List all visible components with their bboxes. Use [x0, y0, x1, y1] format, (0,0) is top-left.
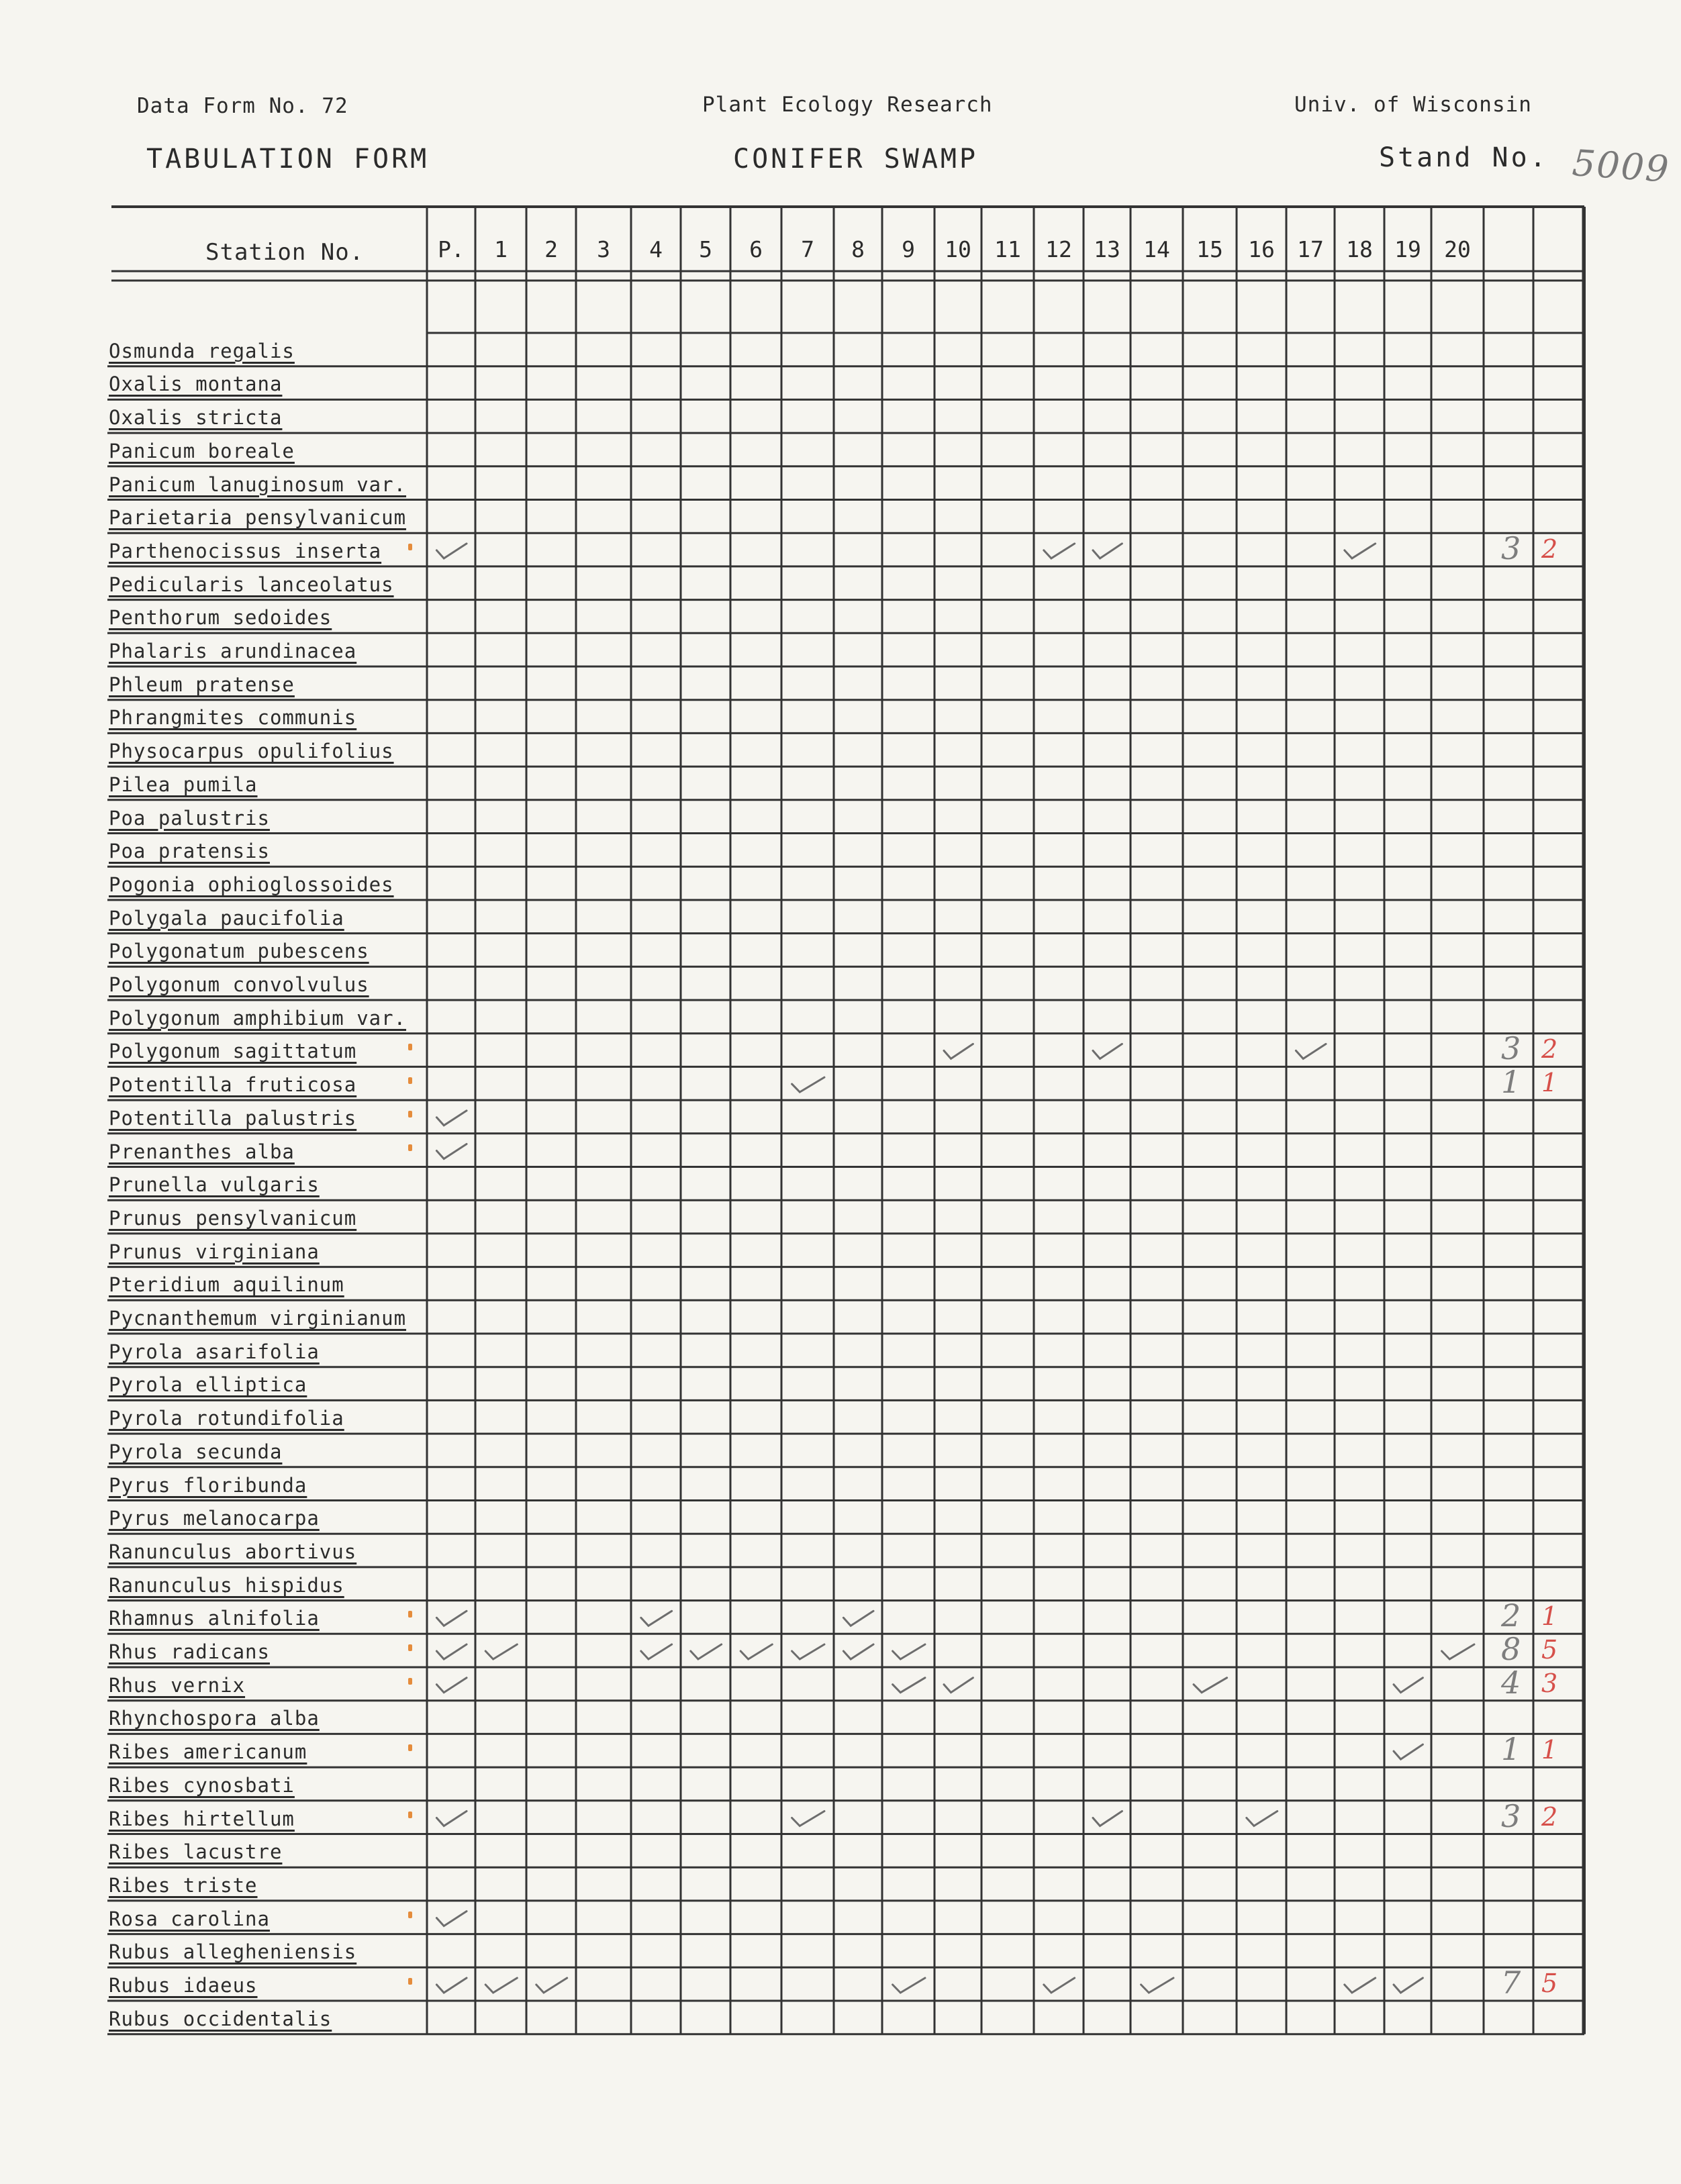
- check-mark: [1247, 1811, 1278, 1826]
- species-name: Osmunda regalis: [109, 339, 295, 362]
- station-column-header: 8: [851, 236, 865, 262]
- station-column-header: 17: [1297, 236, 1324, 262]
- check-mark: [1394, 1744, 1423, 1759]
- check-mark: [436, 1111, 467, 1126]
- species-name: Prunus pensylvanicum: [109, 1206, 357, 1230]
- check-mark: [1044, 1978, 1075, 1993]
- check-mark: [1093, 1044, 1122, 1058]
- species-name: Pogonia ophioglossoides: [109, 873, 394, 896]
- check-mark: [436, 1978, 467, 1993]
- station-column-header: 12: [1045, 236, 1072, 262]
- frequency-count: 2: [1501, 1597, 1521, 1634]
- presence-marker: [408, 1044, 412, 1050]
- check-mark: [641, 1611, 672, 1626]
- stand-number-label: Stand No.: [1379, 142, 1549, 173]
- species-name: Parietaria pensylvanicum: [109, 506, 407, 530]
- frequency-count: 1: [1501, 1064, 1521, 1101]
- species-name: Rubus occidentalis: [109, 2007, 332, 2030]
- species-name: Ribes cynosbati: [109, 1773, 295, 1797]
- species-name: Rhus radicans: [109, 1640, 270, 1663]
- check-mark: [1194, 1678, 1227, 1693]
- check-mark: [691, 1644, 722, 1659]
- frequency-class: 3: [1541, 1668, 1558, 1698]
- species-name: Pyrus floribunda: [109, 1473, 307, 1497]
- check-mark: [944, 1044, 973, 1058]
- presence-marker: [408, 1611, 412, 1618]
- frequency-class: 1: [1541, 1735, 1558, 1765]
- species-name: Ribes americanum: [109, 1740, 307, 1764]
- species-name: Polygonum convolvulus: [109, 973, 369, 996]
- species-name: Pyrola rotundifolia: [109, 1407, 344, 1430]
- check-mark: [740, 1644, 772, 1659]
- species-name: Ribes lacustre: [109, 1840, 283, 1864]
- presence-marker: [408, 1678, 412, 1685]
- check-mark: [792, 1811, 824, 1826]
- presence-marker: [408, 1644, 412, 1651]
- species-name: Polygonatum pubescens: [109, 940, 369, 963]
- species-name: Poa pratensis: [109, 840, 270, 863]
- species-name: Pyrus melanocarpa: [109, 1507, 320, 1530]
- species-name: Rhus vernix: [109, 1673, 246, 1697]
- form-number: Data Form No. 72: [137, 94, 348, 118]
- station-column-header: 9: [902, 236, 915, 262]
- check-mark: [485, 1644, 517, 1659]
- species-name: Prunus virginiana: [109, 1240, 320, 1263]
- frequency-count: 8: [1501, 1631, 1521, 1667]
- frequency-class: 1: [1541, 1068, 1558, 1098]
- check-mark: [436, 1644, 467, 1659]
- check-mark: [436, 1811, 467, 1826]
- station-column-header: 20: [1444, 236, 1471, 262]
- frequency-class: 1: [1541, 1601, 1558, 1632]
- species-name: Oxalis montana: [109, 373, 283, 396]
- stand-number-value: 5009: [1570, 142, 1672, 191]
- frequency-count: 7: [1501, 1965, 1521, 2001]
- species-name: Rhamnus alnifolia: [109, 1607, 320, 1630]
- check-mark: [843, 1611, 873, 1626]
- check-mark: [893, 1678, 925, 1693]
- check-mark: [1093, 544, 1122, 558]
- species-name: Rhynchospora alba: [109, 1707, 320, 1730]
- community-title: CONIFER SWAMP: [733, 144, 979, 175]
- species-name: Ribes hirtellum: [109, 1807, 295, 1830]
- station-column-header: 18: [1346, 236, 1373, 262]
- frequency-count: 4: [1501, 1664, 1521, 1701]
- species-name: Rubus allegheniensis: [109, 1940, 357, 1964]
- organization: Plant Ecology Research: [702, 93, 993, 117]
- species-name: Prunella vulgaris: [109, 1173, 320, 1197]
- station-column-header: P.: [438, 236, 465, 262]
- species-name: Pycnanthemum virginianum: [109, 1307, 407, 1330]
- species-name: Phalaris arundinacea: [109, 640, 357, 662]
- station-column-header: 2: [544, 236, 558, 262]
- species-name: Pteridium aquilinum: [109, 1273, 344, 1297]
- presence-marker: [408, 1978, 412, 1985]
- species-name: Panicum boreale: [109, 439, 295, 462]
- check-mark: [436, 1611, 467, 1626]
- presence-marker: [408, 1111, 412, 1118]
- check-mark: [1141, 1978, 1173, 1993]
- station-column-header: 4: [649, 236, 663, 262]
- species-name: Polygonum sagittatum: [109, 1040, 357, 1063]
- station-column-header: 15: [1196, 236, 1223, 262]
- species-name: Oxalis stricta: [109, 406, 283, 430]
- frequency-class: 5: [1541, 1635, 1558, 1665]
- species-name: Pilea pumila: [109, 773, 258, 796]
- station-column-header: 1: [494, 236, 508, 262]
- frequency-class: 2: [1541, 1034, 1558, 1064]
- station-column-header: 7: [801, 236, 814, 262]
- species-name: Polygonum amphibium var.: [109, 1006, 407, 1030]
- station-column-header: 16: [1248, 236, 1275, 262]
- check-mark: [436, 1912, 467, 1926]
- station-column-header: 14: [1143, 236, 1170, 262]
- check-mark: [944, 1678, 973, 1693]
- species-name: Potentilla fruticosa: [109, 1073, 357, 1097]
- presence-marker: [408, 1811, 412, 1818]
- species-name: Polygala paucifolia: [109, 906, 344, 930]
- species-name: Ranunculus abortivus: [109, 1540, 357, 1563]
- check-mark: [1442, 1644, 1474, 1659]
- species-name: Phleum pratense: [109, 673, 295, 696]
- station-column-header: 3: [597, 236, 610, 262]
- species-name: Pyrola secunda: [109, 1440, 283, 1463]
- frequency-count: 3: [1501, 1797, 1521, 1834]
- check-mark: [436, 1144, 467, 1159]
- station-column-header: 11: [994, 236, 1021, 262]
- presence-marker: [408, 1912, 412, 1918]
- species-name: Pedicularis lanceolatus: [109, 573, 394, 596]
- species-name: Prenanthes alba: [109, 1140, 295, 1163]
- check-mark: [1093, 1811, 1122, 1826]
- university: Univ. of Wisconsin: [1294, 93, 1532, 117]
- check-mark: [1044, 544, 1075, 558]
- species-name: Rosa carolina: [109, 1907, 270, 1930]
- check-mark: [1394, 1978, 1423, 1993]
- presence-marker: [408, 1144, 412, 1151]
- frequency-count: 1: [1501, 1731, 1521, 1768]
- check-mark: [436, 1678, 467, 1693]
- station-column-header: 6: [749, 236, 763, 262]
- check-mark: [792, 1644, 824, 1659]
- check-mark: [1345, 1978, 1376, 1993]
- species-name: Phrangmites communis: [109, 706, 357, 730]
- species-name: Physocarpus opulifolius: [109, 740, 394, 763]
- species-name: Poa palustris: [109, 806, 270, 830]
- station-number-header: Station No.: [205, 239, 365, 266]
- presence-marker: [408, 1744, 412, 1751]
- check-mark: [1296, 1044, 1326, 1058]
- check-mark: [436, 544, 467, 558]
- species-name: Pyrola elliptica: [109, 1373, 307, 1397]
- check-mark: [536, 1978, 567, 1993]
- check-mark: [893, 1978, 925, 1993]
- check-mark: [1345, 544, 1376, 558]
- presence-marker: [408, 1077, 412, 1084]
- frequency-count: 3: [1501, 530, 1521, 566]
- check-mark: [1394, 1678, 1423, 1693]
- station-column-header: 5: [699, 236, 712, 262]
- frequency-class: 5: [1541, 1969, 1558, 1998]
- check-mark: [485, 1978, 517, 1993]
- station-column-header: 13: [1094, 236, 1120, 262]
- check-mark: [641, 1644, 672, 1659]
- frequency-class: 2: [1541, 1801, 1558, 1832]
- species-name: Rubus idaeus: [109, 1974, 258, 1997]
- species-name: Panicum lanuginosum var.: [109, 473, 407, 496]
- presence-marker: [408, 544, 412, 550]
- species-name: Penthorum sedoides: [109, 606, 332, 630]
- check-mark: [792, 1077, 824, 1092]
- frequency-count: 3: [1501, 1030, 1521, 1067]
- check-mark: [843, 1644, 873, 1659]
- species-name: Potentilla palustris: [109, 1106, 357, 1130]
- species-name: Ranunculus hispidus: [109, 1573, 344, 1597]
- frequency-class: 2: [1541, 534, 1558, 564]
- species-name: Parthenocissus inserta: [109, 539, 382, 562]
- station-column-header: 19: [1394, 236, 1421, 262]
- form-title: TABULATION FORM: [146, 144, 430, 175]
- species-name: Ribes triste: [109, 1873, 258, 1897]
- species-name: Pyrola asarifolia: [109, 1340, 320, 1363]
- station-column-header: 10: [945, 236, 971, 262]
- check-mark: [893, 1644, 925, 1659]
